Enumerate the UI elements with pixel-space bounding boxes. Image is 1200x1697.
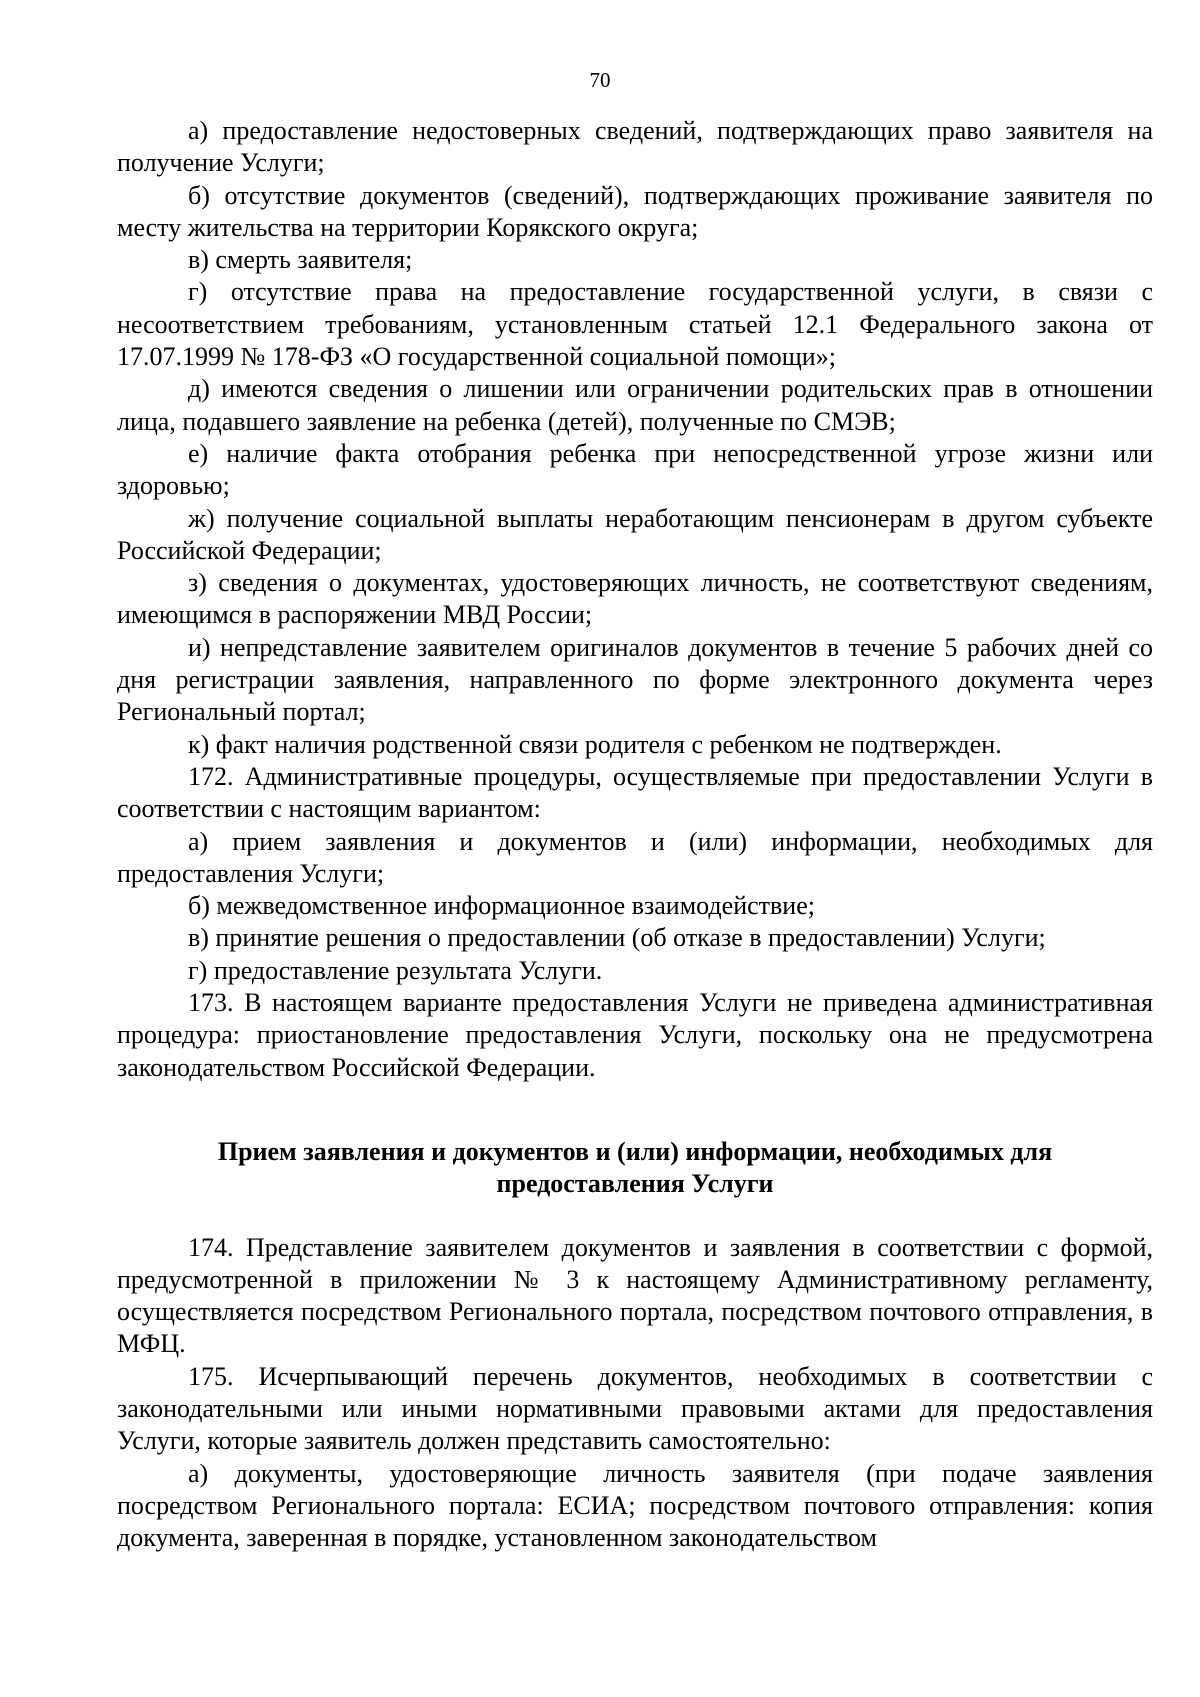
document-body [117,115,1153,1554]
section-heading-line-2: предоставления Услуги [496,1169,774,1199]
procedure-item-b: б) межведомственное информационное взаимодействие; [188,891,815,921]
clause-172: 172. Административные процедуры, осуществляемые при предоставлении Услуги в соответствии с настоящим вариантом: [117,761,1153,824]
section-heading [117,1136,1153,1201]
procedure-item-v: в) принятие решения о предоставлении (об отказе в предоставлении) Услуги; [188,923,1046,953]
clause-174: 174. Представление заявителем документов и заявления в соответствии с формой, предусмотренной в приложении № 3 к настоящему Административному регламенту, осуществляется посредством Регионального портала, посредством почтового отправления, в МФЦ. [117,1232,1153,1359]
document-item-a: а) документы, удостоверяющие личность заявителя (при подаче заявления посредством Регионального портала: ЕСИА; посредством почтового отправления: копия документа, заверенная в порядке, установленном законодательством [117,1458,1153,1553]
procedure-item-a: а) прием заявления и документов и (или) информации, необходимых для предоставления Услуги; [117,826,1153,888]
list-item-g-no-right: г) отсутствие права на предоставление государственной услуги, в связи с несоответствием требованиям, установленным статьей 12.1 Федерального закона от 17.07.1999 № 178-ФЗ «О государственной социальной помощи»; [117,277,1153,372]
list-item-z-id-mismatch: з) сведения о документах, удостоверяющих личность, не соответствуют сведениям, имеющимся в распоряжении МВД России; [117,568,1153,630]
procedure-item-g: г) предоставление результата Услуги. [188,955,603,985]
list-item-d-parental-rights: д) имеются сведения о лишении или ограничении родительских прав в отношении лица, подавшего заявление на ребенка (детей), полученные по СМЭВ; [117,374,1153,436]
list-item-e-child-removal: е) наличие факта отобрания ребенка при непосредственной угрозе жизни или здоровью; [117,438,1153,501]
list-item-zh-other-region-payment: ж) получение социальной выплаты неработающим пенсионерам в другом субъекте Российской Федерации; [117,503,1153,565]
clause-173: 173. В настоящем варианте предоставления Услуги не приведена административная процедура: приостановление предоставления Услуги, поскольку она не предусмотрена законодательством Российской Федерации. [117,988,1153,1082]
list-item-v-death: в) смерть заявителя; [188,245,413,275]
list-item-i-no-originals: и) непредставление заявителем оригиналов документов в течение 5 рабочих дней со дня регистрации заявления, направленного по форме электронного документа через Региональный портал; [117,632,1153,727]
list-item-k-kinship-not-confirmed: к) факт наличия родственной связи родителя с ребенком не подтвержден. [188,729,1002,759]
clause-175: 175. Исчерпывающий перечень документов, необходимых в соответствии с законодательными или иными нормативными правовыми актами для предоставления Услуги, которые заявитель должен представить самостоятельно: [117,1361,1153,1456]
list-item-b-no-residence-docs: б) отсутствие документов (сведений), подтверждающих проживание заявителя по месту жительства на территории Корякского округа; [117,180,1153,242]
section-heading-line-1: Прием заявления и документов и (или) информации, необходимых для [217,1136,1053,1166]
list-item-a-false-info: а) предоставление недостоверных сведений, подтверждающих право заявителя на получение Услуги; [117,116,1153,178]
page-number: 70 [589,68,611,92]
